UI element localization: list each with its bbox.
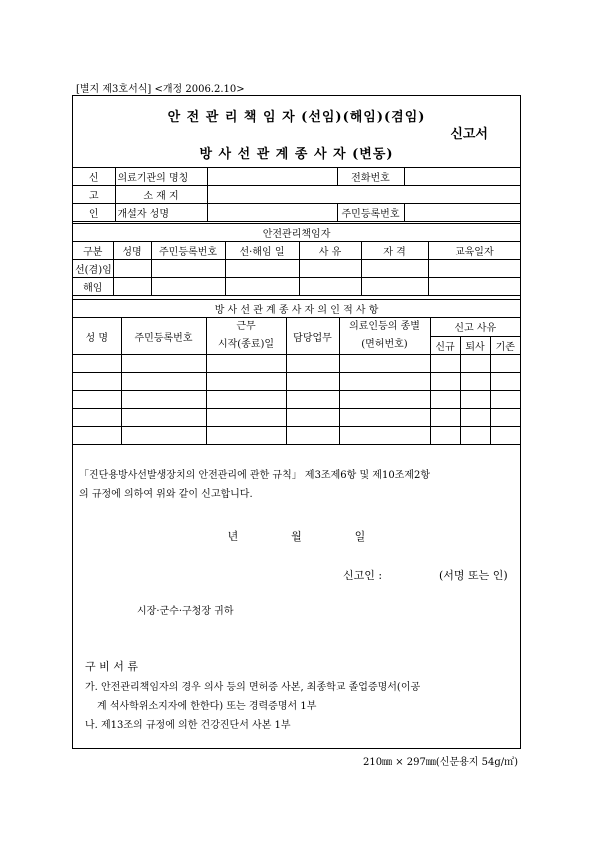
- address-field[interactable]: [207, 186, 520, 204]
- sm-cell[interactable]: [299, 278, 361, 296]
- form-title-report: 신고서: [450, 127, 488, 142]
- sm-row-appoint: 선(겸)임: [73, 260, 113, 278]
- declaration-line2: 의 규정에 의하여 위와 같이 신고합니다.: [79, 489, 253, 500]
- staff-header-existing: 기존: [490, 336, 520, 355]
- staff-title: 방 사 선 관 계 종 사 자 의 인 적 사 항: [73, 300, 520, 318]
- staff-cell[interactable]: [339, 391, 430, 409]
- staff-header-name: 성 명: [73, 318, 121, 355]
- report-date: [73, 528, 520, 544]
- staff-cell[interactable]: [286, 427, 339, 445]
- recipient: 시장·군수·구청장 귀하: [137, 606, 234, 617]
- staff-cell[interactable]: [430, 355, 460, 373]
- reporter-side-2: 고: [73, 186, 115, 204]
- phone-label: 전화번호: [337, 168, 404, 186]
- sm-cell[interactable]: [151, 260, 225, 278]
- staff-cell[interactable]: [460, 409, 490, 427]
- staff-header-work-top: 근무: [236, 321, 256, 332]
- sm-cell[interactable]: [113, 278, 151, 296]
- staff-cell[interactable]: [121, 427, 206, 445]
- sm-header-reason: 사 유: [299, 242, 361, 260]
- staff-cell[interactable]: [206, 373, 286, 391]
- staff-row: [73, 355, 520, 373]
- staff-row: [73, 427, 520, 445]
- sm-cell[interactable]: [151, 278, 225, 296]
- institution-field[interactable]: [207, 168, 337, 186]
- documents-item-a: 가. 안전관리책임자의 경우 의사 등의 면허증 사본, 최종학교 졸업증명서(이공: [85, 682, 421, 693]
- sm-cell[interactable]: [361, 260, 428, 278]
- staff-cell[interactable]: [490, 409, 520, 427]
- sm-header-rrn: 주민등록번호: [151, 242, 225, 260]
- staff-cell[interactable]: [286, 391, 339, 409]
- address-label: 소 재 지: [115, 186, 207, 204]
- reporter-side-3: 인: [73, 204, 115, 222]
- staff-header-work-bottom: 시작(종료)일: [217, 339, 275, 350]
- staff-row: [73, 373, 520, 391]
- staff-cell[interactable]: [460, 355, 490, 373]
- staff-cell[interactable]: [430, 427, 460, 445]
- sm-cell[interactable]: [361, 278, 428, 296]
- date-month: 월: [291, 530, 302, 543]
- date-day: 일: [354, 530, 366, 543]
- sm-cell[interactable]: [428, 278, 520, 296]
- staff-cell[interactable]: [286, 373, 339, 391]
- sm-cell[interactable]: [113, 260, 151, 278]
- declaration-line1: 「진단용방사선발생장치의 안전관리에 관한 규칙」 제3조제6항 및 제10조제2항: [79, 470, 431, 481]
- staff-cell[interactable]: [339, 355, 430, 373]
- staff-cell[interactable]: [121, 391, 206, 409]
- documents-item-b: 나. 제13조의 규정에 의한 건강진단서 사본 1부: [85, 720, 291, 731]
- staff-header-new: 신규: [430, 336, 460, 355]
- sm-header-date: 선·해임 일: [225, 242, 299, 260]
- paper-size-note: 210㎜ × 297㎜(신문용지 54g/㎡): [362, 757, 518, 768]
- staff-header-work: [206, 318, 286, 355]
- sm-row-dismiss: 해임: [73, 278, 113, 296]
- sm-cell[interactable]: [428, 260, 520, 278]
- staff-cell[interactable]: [286, 355, 339, 373]
- staff-header-license-bottom: (면허번호): [361, 339, 408, 350]
- documents-heading: 구 비 서 류: [85, 660, 138, 673]
- staff-cell[interactable]: [490, 391, 520, 409]
- staff-table: [73, 299, 520, 445]
- staff-cell[interactable]: [286, 409, 339, 427]
- staff-cell[interactable]: [73, 427, 121, 445]
- rrn-field[interactable]: [404, 204, 520, 222]
- sm-cell[interactable]: [299, 260, 361, 278]
- staff-cell[interactable]: [73, 409, 121, 427]
- sm-header-name: 성명: [113, 242, 151, 260]
- sm-header-type: 구분: [73, 242, 113, 260]
- staff-cell[interactable]: [73, 355, 121, 373]
- staff-cell[interactable]: [206, 409, 286, 427]
- founder-label: 개설자 성명: [115, 204, 207, 222]
- institution-label: 의료기관의 명칭: [115, 168, 207, 186]
- staff-cell[interactable]: [73, 373, 121, 391]
- staff-cell[interactable]: [490, 373, 520, 391]
- staff-cell[interactable]: [73, 391, 121, 409]
- safety-manager-title: 안전관리책임자: [73, 224, 520, 242]
- reporter-label: 신고인 :: [343, 569, 383, 582]
- staff-cell[interactable]: [339, 427, 430, 445]
- staff-cell[interactable]: [430, 409, 460, 427]
- phone-field[interactable]: [404, 168, 520, 186]
- form-title-line2: 방 사 선 관 계 종 사 자 (변동): [199, 147, 394, 162]
- staff-cell[interactable]: [490, 355, 520, 373]
- staff-cell[interactable]: [121, 373, 206, 391]
- required-documents: [85, 657, 515, 735]
- staff-cell[interactable]: [206, 427, 286, 445]
- safety-manager-table: [73, 223, 520, 296]
- staff-cell[interactable]: [430, 391, 460, 409]
- form-title-line1: 안 전 관 리 책 임 자 (선임)(해임)(겸임): [167, 110, 426, 125]
- staff-cell[interactable]: [206, 391, 286, 409]
- documents-item-a-cont: 계 석사학위소지자에 한한다) 또는 경력증명서 1부: [97, 701, 317, 712]
- form-frame: [72, 95, 521, 749]
- staff-header-duty: 담당업무: [286, 318, 339, 355]
- staff-cell[interactable]: [339, 409, 430, 427]
- declaration: [79, 466, 516, 504]
- staff-cell[interactable]: [339, 373, 430, 391]
- staff-header-rrn: 주민등록번호: [121, 318, 206, 355]
- rrn-label: 주민등록번호: [337, 204, 404, 222]
- form-number: [별지 제3호서식] <개정 2006.2.10>: [76, 84, 245, 95]
- founder-field[interactable]: [207, 204, 337, 222]
- staff-cell[interactable]: [430, 373, 460, 391]
- staff-cell[interactable]: [460, 373, 490, 391]
- signature-label: (서명 또는 인): [439, 569, 508, 582]
- staff-header-leave: 퇴사: [460, 336, 490, 355]
- sm-cell[interactable]: [225, 260, 299, 278]
- reporter-side-1: 신: [73, 168, 115, 186]
- staff-cell[interactable]: [121, 409, 206, 427]
- staff-row: [73, 391, 520, 409]
- staff-cell[interactable]: [121, 355, 206, 373]
- staff-header-license-top: 의료인등의 종별: [349, 321, 420, 332]
- staff-cell[interactable]: [460, 427, 490, 445]
- sm-cell[interactable]: [225, 278, 299, 296]
- staff-cell[interactable]: [490, 427, 520, 445]
- sm-header-qualification: 자 격: [361, 242, 428, 260]
- staff-cell[interactable]: [206, 355, 286, 373]
- staff-cell[interactable]: [460, 391, 490, 409]
- staff-header-reason: 신고 사유: [430, 318, 520, 337]
- sm-header-training: 교육일자: [428, 242, 520, 260]
- staff-header-license: [339, 318, 430, 355]
- date-year: 년: [227, 530, 239, 543]
- staff-row: [73, 409, 520, 427]
- reporter-table: [73, 167, 520, 222]
